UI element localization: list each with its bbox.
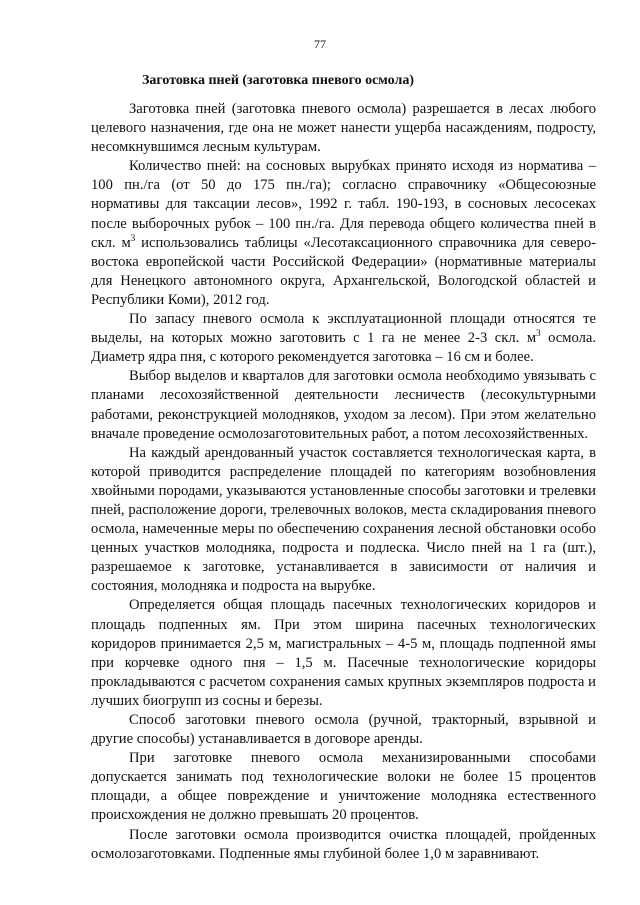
superscript-cubic: 3 <box>536 328 541 339</box>
paragraph-6: Определяется общая площадь пасечных технологических коридоров и площадь подпенных ям. При этом ширина пасечных технологических коридоров принимается 2,5 м, магистральных – 4-5 м, площадь подпенной ямы при корчевке одного пня – 1,5 м. Пасечные технологические коридоры прокладываются с расчетом сохранения самых крупных экземпляров подроста и лучших биогрупп из сосны и березы. <box>91 597 596 709</box>
paragraph-4: Выбор выделов и кварталов для заготовки осмола необходимо увязывать с планами лесохозяйственной деятельности лесничеств (лесокультурными работами, реконструкцией молодняков, уходом за лесом). При этом желательно вначале проведение осмолозаготовительных работ, а потом лесохозяйственных. <box>91 368 596 442</box>
page-number: 77 <box>314 37 326 51</box>
paragraph-9: После заготовки осмола производится очистка площадей, пройденных осмолозаготовками. Подпенные ямы глубиной более 1,0 м заравнивают. <box>91 826 596 862</box>
paragraph-2-text-a: Количество пней: на сосновых вырубках принято исходя из норматива – 100 пн./га (от 50 до 175 пн./га); согласно справочнику «Общесоюзные нормативы для таксации лесов», 1992 г. табл. 190-193, в сосновых лесосеках после выборочных рубок – 100 пн./га. Для перевода общего количества пней в скл. м <box>91 158 596 251</box>
paragraph-2 <box>91 157 596 310</box>
paragraph-1: Заготовка пней (заготовка пневого осмола) разрешается в лесах любого целевого назначения, где она не может нанести ущерба насаждениям, подросту, несомкнувшимся лесным культурам. <box>91 101 596 156</box>
paragraph-3-text-b: осмола. Диаметр ядра пня, с которого рекомендуется заготовка – 16 см и более. <box>91 330 596 366</box>
paragraph-5: На каждый арендованный участок составляется технологическая карта, в которой приводится распределение площадей по категориям возобновления хвойными породами, указываются установленные способы заготовки и трелевки пней, расположение дороги, трелевочных волоков, места складирования пневого осмола, намеченные меры по обеспечению сохранения лесной обстановки особо ценных участков молодняка, подроста и подлеска. Число пней на 1 га (шт.), разрешаемое к заготовке, устанавливается в зависимости от наличия и состояния, молодняка и подроста на вырубке. <box>91 444 596 595</box>
paragraph-3-text-a: По запасу пневого осмола к эксплуатационной площади относятся те выделы, на которых можно заготовить с 1 га не менее 2-3 скл. м <box>91 311 596 347</box>
body-text <box>91 100 596 864</box>
section-heading: Заготовка пней (заготовка пневого осмола) <box>142 73 414 88</box>
paragraph-2-text-b: использовались таблицы «Лесотаксационного справочника для северо-востока европейской части Российской Федерации» (нормативные материалы для Ненецкого автономного округа, Архангельской, Вологодской областей и Республики Коми), 2012 год. <box>91 234 596 308</box>
paragraph-7: Способ заготовки пневого осмола (ручной, тракторный, взрывной и другие способы) устанавливается в договоре аренды. <box>91 712 596 748</box>
paragraph-8: При заготовке пневого осмола механизированными способами допускается занимать под технологические волоки не более 15 процентов площади, а общее повреждение и уничтожение молодняка естественного происхождения не должно превышать 20 процентов. <box>91 750 596 824</box>
superscript-cubic: 3 <box>130 232 136 243</box>
paragraph-3 <box>91 310 596 367</box>
